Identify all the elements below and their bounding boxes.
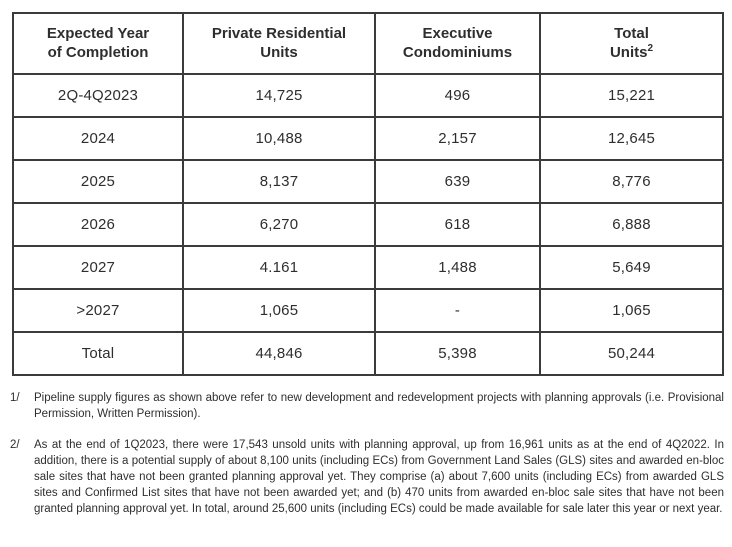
footnote-reference: 2 xyxy=(647,42,654,54)
column-header-private-residential xyxy=(183,13,375,74)
footnote-2 xyxy=(10,437,724,517)
header-line: Condominiums xyxy=(402,43,513,61)
footnote-text: Pipeline supply figures as shown above refer to new development and redevelopment projects with planning approvals (i.e. Provisional Permission, Written Permission). xyxy=(34,392,724,420)
table-row xyxy=(13,117,723,160)
footnotes-section xyxy=(10,390,724,532)
private-units-cell: 6,270 xyxy=(183,203,375,246)
year-cell: 2Q-4Q2023 xyxy=(13,74,183,117)
table-row xyxy=(13,74,723,117)
table-row xyxy=(13,246,723,289)
total-units-cell: 6,888 xyxy=(540,203,723,246)
year-cell: 2025 xyxy=(13,160,183,203)
private-units-cell: 14,725 xyxy=(183,74,375,117)
year-cell: 2024 xyxy=(13,117,183,160)
total-units-cell: 5,649 xyxy=(540,246,723,289)
header-row xyxy=(13,13,723,74)
table-row xyxy=(13,289,723,332)
year-cell: Total xyxy=(13,332,183,375)
year-cell: 2027 xyxy=(13,246,183,289)
header-line: Expected Year xyxy=(46,24,150,42)
footnote-marker: 2/ xyxy=(10,439,20,451)
total-units-cell: 8,776 xyxy=(540,160,723,203)
table-row xyxy=(13,160,723,203)
column-header-total-units xyxy=(540,13,723,74)
pipeline-supply-table xyxy=(12,12,724,376)
year-cell: 2026 xyxy=(13,203,183,246)
ec-units-cell: 618 xyxy=(375,203,540,246)
private-units-cell: 1,065 xyxy=(183,289,375,332)
ec-units-cell: - xyxy=(375,289,540,332)
column-header-executive-condominiums xyxy=(375,13,540,74)
header-line: Executive xyxy=(422,24,493,42)
ec-units-cell: 639 xyxy=(375,160,540,203)
ec-units-cell: 1,488 xyxy=(375,246,540,289)
header-line: Units$^2$ xyxy=(609,42,654,61)
private-units-cell: 44,846 xyxy=(183,332,375,375)
footnote-text: As at the end of 1Q2023, there were 17,543 unsold units with planning approval, up from 16,961 units as at the end of 4Q2022. In addition, there is a potential supply of about 8,100 units (including ECs) from Government Land Sales (GLS) sites and awarded en-bloc sale sites that have not been granted planning approval yet. They comprise (a) about 7,600 units (including ECs) from awarded GLS sites and Confirmed List sites that have not been awarded yet; and (b) 470 units from awarded en-bloc sale sites that have not been granted planning approval yet. In total, around 25,600 units (including ECs) could be made available for sale later this year or next year. xyxy=(34,439,724,515)
footnote-1 xyxy=(10,390,724,422)
column-header-expected-year xyxy=(13,13,183,74)
total-units-cell: 50,244 xyxy=(540,332,723,375)
header-line: of Completion xyxy=(47,43,149,61)
private-units-cell: 8,137 xyxy=(183,160,375,203)
year-cell: >2027 xyxy=(13,289,183,332)
private-units-cell: 10,488 xyxy=(183,117,375,160)
footnote-marker: 1/ xyxy=(10,392,20,404)
table-row xyxy=(13,203,723,246)
header-line: Total xyxy=(614,24,649,42)
total-units-cell: 1,065 xyxy=(540,289,723,332)
total-units-cell: 15,221 xyxy=(540,74,723,117)
header-line: Private Residential xyxy=(211,24,347,42)
total-units-cell: 12,645 xyxy=(540,117,723,160)
ec-units-cell: 496 xyxy=(375,74,540,117)
ec-units-cell: 2,157 xyxy=(375,117,540,160)
table-total-row xyxy=(13,332,723,375)
ec-units-cell: 5,398 xyxy=(375,332,540,375)
private-units-cell: 4.161 xyxy=(183,246,375,289)
header-line: Units xyxy=(260,43,298,61)
